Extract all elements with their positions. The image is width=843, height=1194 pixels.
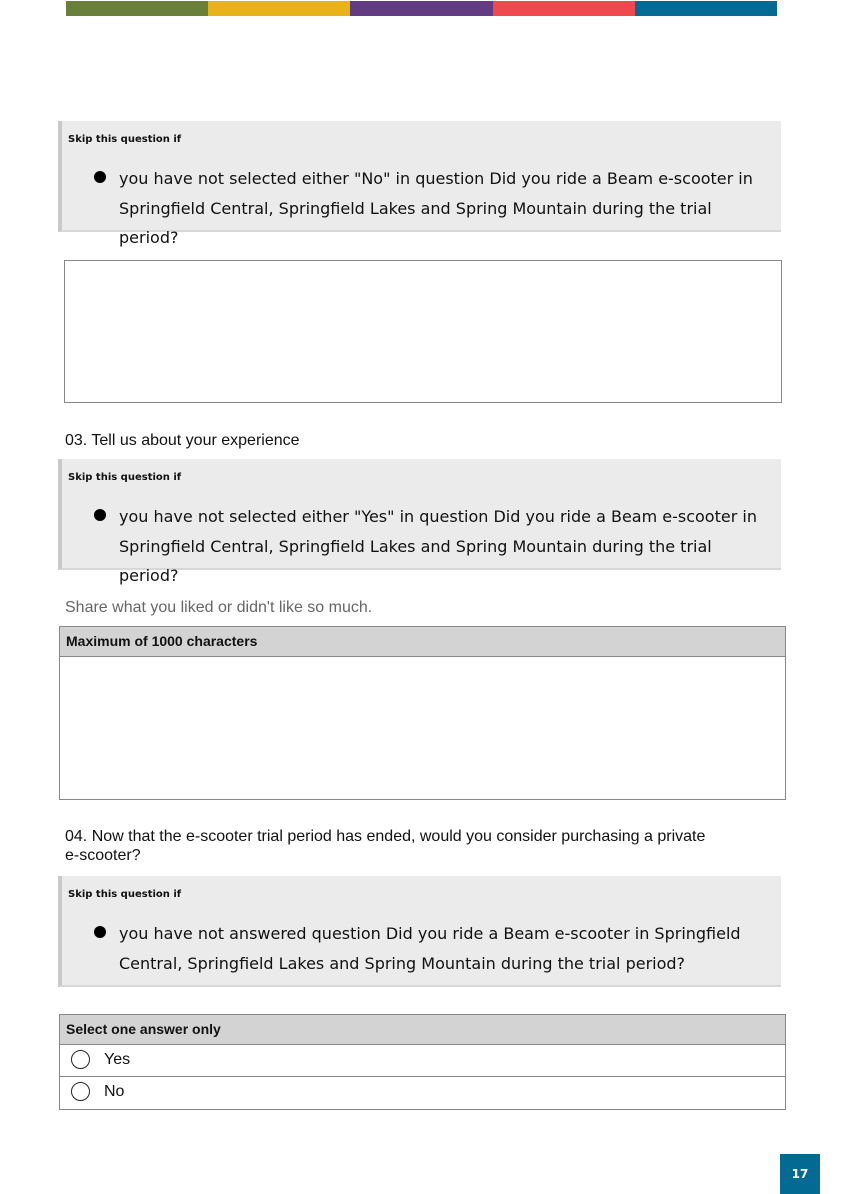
field-header: Select one answer only [60, 1015, 785, 1045]
bullet-icon [94, 171, 106, 183]
skip-rule-text: you have not selected either "No" in question Did you ride a Beam e-scooter in Springfield Central, Springfield Lakes and Spring Mountain during the trial period? [119, 169, 753, 247]
option-yes[interactable] [60, 1045, 785, 1077]
question-03-label: 03. Tell us about your experience [65, 432, 300, 449]
skip-rule-item [94, 164, 764, 253]
option-label: No [104, 1083, 125, 1100]
field-header: Maximum of 1000 characters [60, 627, 785, 657]
skip-rule-title: Skip this question if [68, 889, 182, 900]
question-03-hint: Share what you liked or didn't like so much. [65, 599, 373, 616]
bullet-icon [94, 509, 106, 521]
skip-rule-item [94, 919, 764, 978]
radio-button[interactable] [71, 1050, 90, 1069]
question-03-field [59, 626, 786, 800]
color-bar-segment-red [493, 1, 635, 16]
experience-textarea[interactable] [60, 657, 785, 799]
option-label: Yes [104, 1051, 131, 1068]
skip-rule-item [94, 502, 764, 591]
radio-button[interactable] [71, 1082, 90, 1101]
question-04-field [59, 1014, 786, 1110]
skip-rule-text: you have not answered question Did you ride a Beam e-scooter in Springfield Central, Springfield Lakes and Spring Mountain during the trial period? [119, 924, 741, 973]
skip-rule-box [58, 121, 781, 247]
skip-rule-title: Skip this question if [68, 134, 182, 145]
free-text-answer-box[interactable] [64, 260, 782, 403]
skip-rule-text: you have not selected either "Yes" in question Did you ride a Beam e-scooter in Springfield Central, Springfield Lakes and Spring Mountain during the trial period? [119, 507, 757, 585]
color-bar-segment-yellow [208, 1, 350, 16]
option-no[interactable] [60, 1077, 785, 1109]
color-bar-segment-green [66, 1, 208, 16]
skip-rule-box [58, 876, 781, 987]
color-bar-segment-blue [635, 1, 777, 16]
page-number: 17 [780, 1154, 820, 1194]
color-bar-segment-purple [350, 1, 492, 16]
bullet-icon [94, 926, 106, 938]
skip-rule-box [58, 459, 781, 585]
skip-rule-title: Skip this question if [68, 472, 182, 483]
header-color-bar [66, 1, 777, 16]
question-04-label: 04. Now that the e-scooter trial period has ended, would you consider purchasing a private e-scooter? [65, 828, 706, 864]
